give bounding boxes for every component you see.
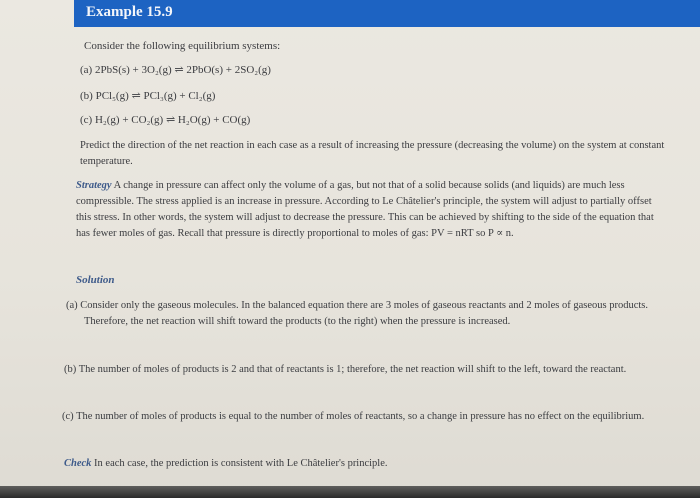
equation-b-text: PCl₅(g) ⇌ PCl₃(g) + Cl₂(g) [95,90,216,102]
question-paragraph: Predict the direction of the net reaction in each case as a result of increasing the pressure (decreasing the volume) on the system at constant temperature. [80,140,665,167]
intro-text: Consider the following equilibrium systems: [84,40,281,52]
equation-c-label: (c) [80,114,93,126]
solution-c-text: The number of moles of products is equal to the number of moles of reactants, so a change in pressure has no effect on the equilibrium. [76,411,645,422]
solution-item-c [62,409,685,425]
solution-c-label: (c) [62,411,74,422]
check-text: In each case, the prediction is consistent with Le Châtelier's principle. [94,458,388,469]
strategy-paragraph [76,178,666,242]
equation-c [80,112,250,128]
equation-b-label: (b) [80,90,93,102]
solution-b-label: (b) [64,364,77,375]
equation-a [80,62,271,78]
equation-c-text: H₂(g) + CO₂(g) ⇌ H₂O(g) + CO(g) [94,114,251,126]
example-header-bar [74,0,700,27]
solution-a-label: (a) [66,300,78,311]
solution-item-a [66,298,684,330]
check-label: Check [64,458,92,469]
solution-a-text: Consider only the gaseous molecules. In the balanced equation there are 3 moles of gaseous reactants and 2 moles of gaseous products. Therefore, the net reaction will shift toward the products (to the right) when the pressure is increased. [80,300,648,327]
solution-heading: Solution [76,274,115,286]
solution-item-b [64,362,682,378]
strategy-text: A change in pressure can affect only the volume of a gas, but not that of a solid because solids (and liquids) are much less compressible. The stress applied is an increase in pressure. According to Le Châtelier's principle, the system will adjust to partially offset this stress. In other words, the system will adjust to decrease the pressure. This can be achieved by shifting to the side of the equation that has fewer moles of gas. Recall that pressure is directly proportional to moles of gas: PV = nRT so P ∝ n. [76,180,654,239]
example-title: Example 15.9 [86,4,173,20]
equation-a-text: 2PbS(s) + 3O₂(g) ⇌ 2PbO(s) + 2SO₂(g) [94,64,271,76]
equation-a-label: (a) [80,64,93,76]
strategy-label: Strategy [76,180,112,191]
solution-b-text: The number of moles of products is 2 and that of reactants is 1; therefore, the net reaction will shift to the left, toward the reactant. [78,364,627,375]
page-bottom-edge [0,486,700,498]
equation-b [80,88,215,104]
check-paragraph [64,456,664,472]
